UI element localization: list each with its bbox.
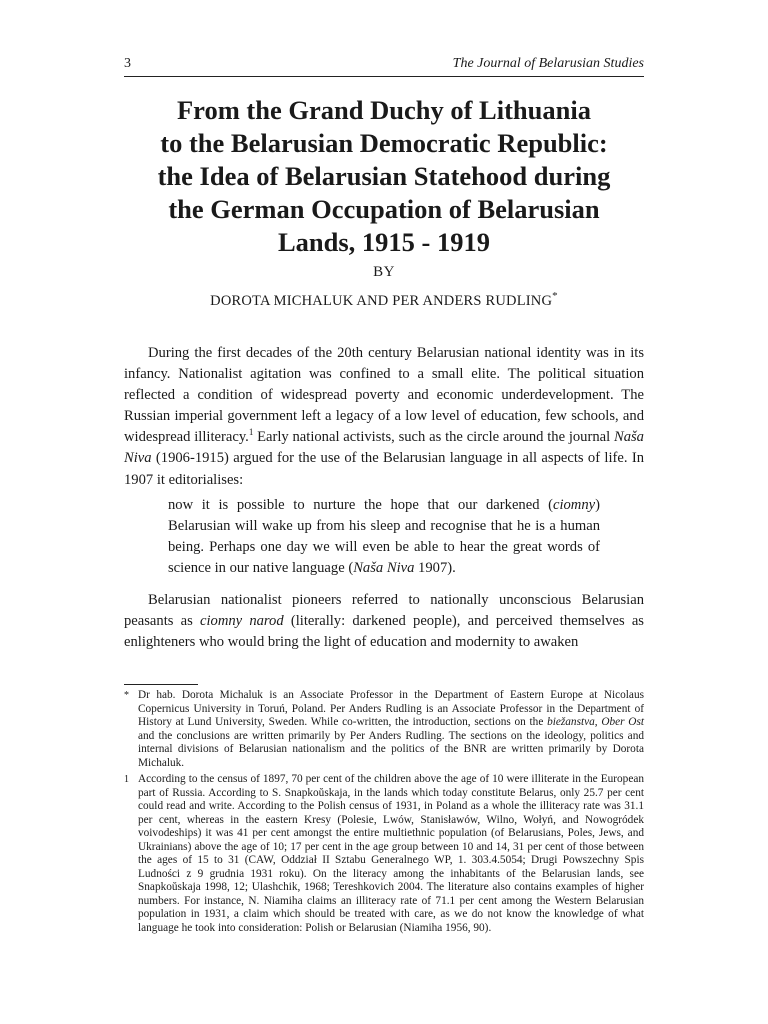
title-line: Lands, 1915 - 1919 — [277, 227, 491, 257]
paragraph-2 — [124, 590, 644, 653]
journal-name-italic: Naša Niva — [124, 429, 644, 467]
footnote-divider — [124, 684, 198, 685]
authors — [124, 290, 644, 310]
quote-source-italic: Naša Niva — [353, 560, 415, 577]
quote-italic-word: ciomny — [552, 497, 596, 513]
page-number: 3 — [124, 56, 131, 71]
quote-text-2: ) Belarusian will wake up from his sleep and recognise that he is a human being. Perhaps one day we will even be able to hear the great words of science in our native language ( — [168, 497, 600, 577]
block-quote — [168, 495, 600, 579]
paragraph-2-text: Belarusian nationalist pioneers referred to nationally unconscious Belarusian peasants as — [124, 592, 644, 630]
footnote-italic: biežanstva — [547, 716, 595, 729]
title-line: to the Belarusian Democratic Republic: — [160, 128, 608, 158]
footnote-text: Dr hab. Dorota Michaluk is an Associate Professor in the Department of Eastern Europe at Nicolaus Copernicus University in Toruń, Poland. Per Anders Rudling is an Associate Professor in the Department of History at Lund University, Sweden. While co-written, the introduction, sections on the — [138, 689, 644, 729]
byline-label: BY — [373, 264, 395, 280]
quote-text-3: 1907). — [414, 560, 456, 577]
footnote-mark: 1 — [124, 774, 129, 785]
title-line: From the Grand Duchy of Lithuania — [177, 95, 591, 125]
footnote-body — [138, 689, 644, 770]
footnote-body: According to the census of 1897, 70 per cent of the children above the age of 10 were illiterate in the European part of Russia. According to S. Snapkoŭskaja, in the lands which today constitute Belarus, only 25.7 per cent could read and write. According to the Polish census of 1931, in Poland as a whole the illiteracy rate was 31.1 per cent, whereas in the eastern Kresy (Polesie, Lwów, Stanisławów, Wilno, Wołyń, and Nowogródek voivodeships) it was 41 per cent amongst the entire multiethnic population (of Belarusians, Poles, Jews, and Ukrainians) above the age of 10; 17 per cent in the age group between 10 and 14, 31 per cent of those between the ages of 15 to 31 (CAW, Oddział II Sztabu Generalnego WP, 1. 303.4.5054; Drugi Powszechny Spis Ludności z 9 grudnia 1931 roku). On the literacy among the inhabitants of the Belarusian lands, see Snapkoŭskaja 1998, 12; Ulashchik, 1968; Tereshkovich 2004. The literature also contains examples of higher numbers. For instance, N. Niamiha claims an illiteracy rate of 71.1 per cent among the Western Belarusian population in 1931, a claim which should be treated with care, as we do not know the knowledge of what language he took into consideration: Polish or Belarusian (Niamiha 1956, 90). — [138, 773, 644, 935]
footnote-text-2: and the conclusions are written primarily by Per Anders Rudling. The sections on the ideology, politics and internal divisions of Belarusian nationalism and the politics of the BNR are written primarily by Dorota Michaluk. — [138, 729, 644, 769]
paragraph-1-text: During the first decades of the 20th century Belarusian national identity was in its infancy. Nationalist agitation was confined to a small elite. The political situation reflected a condition of widespread poverty and economic underdevelopment. The Russian imperial government left a legacy of a low level of education, few schools, and widespread illiteracy. — [124, 345, 644, 446]
author-note-mark: * — [552, 290, 558, 302]
journal-title: The Journal of Belarusian Studies — [452, 56, 644, 71]
paragraph-2-italic: ciomny narod — [199, 613, 284, 630]
title-line: the Idea of Belarusian Statehood during — [157, 161, 611, 191]
paragraph-2-text-2: (literally: darkened people), and perceived themselves as enlighteners who would bring the light of education and modernity to awaken — [124, 613, 644, 651]
author-names: DOROTA MICHALUK AND PER ANDERS RUDLING — [210, 292, 553, 309]
footnote-1 — [124, 773, 644, 936]
footnote-ref-1: 1 — [248, 427, 254, 438]
footnote-mark: * — [124, 690, 129, 701]
footnote-author-note — [124, 689, 644, 770]
paragraph-1 — [124, 343, 644, 491]
running-header — [124, 56, 644, 77]
footnote-italic: Ober Ost — [601, 716, 644, 729]
quote-text: now it is possible to nurture the hope that our darkened ( — [168, 497, 553, 513]
footnote-separator: , — [594, 716, 602, 729]
paragraph-1-text-3: (1906-1915) argued for the use of the Belarusian language in all aspects of life. In 1907 it editorialises: — [124, 450, 644, 488]
article-title — [120, 94, 648, 259]
paragraph-1-text-2: Early national activists, such as the circle around the journal — [253, 429, 614, 446]
title-line: the German Occupation of Belarusian — [168, 194, 600, 224]
